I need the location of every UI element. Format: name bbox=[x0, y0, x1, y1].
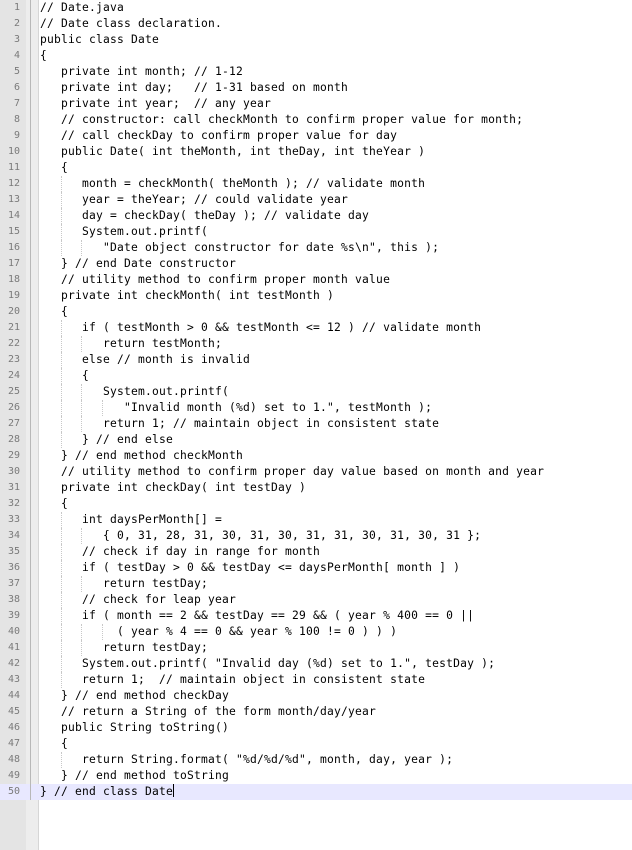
line-number: 2 bbox=[13, 18, 20, 29]
line-number: 37 bbox=[7, 578, 20, 589]
fold-line bbox=[30, 384, 31, 400]
code-line[interactable] bbox=[0, 704, 632, 720]
line-number: 31 bbox=[7, 482, 20, 493]
code-text: private int checkDay( int testDay ) bbox=[40, 481, 307, 494]
code-text: else // month is invalid bbox=[40, 353, 251, 366]
line-number: 27 bbox=[7, 418, 20, 429]
line-number: 35 bbox=[7, 546, 20, 557]
code-text: // Date class declaration. bbox=[40, 17, 223, 30]
fold-line bbox=[30, 64, 31, 80]
code-line[interactable] bbox=[0, 192, 632, 208]
fold-line bbox=[30, 256, 31, 272]
line-number: 25 bbox=[7, 386, 20, 397]
code-text: year = theYear; // could validate year bbox=[40, 193, 349, 206]
code-text: day = checkDay( theDay ); // validate day bbox=[40, 209, 370, 222]
line-number: 32 bbox=[7, 498, 20, 509]
line-number: 7 bbox=[13, 98, 20, 109]
fold-line bbox=[30, 0, 31, 16]
code-line[interactable] bbox=[0, 768, 632, 784]
code-line[interactable] bbox=[0, 784, 632, 800]
fold-line bbox=[30, 544, 31, 560]
code-line[interactable] bbox=[0, 432, 632, 448]
code-line[interactable] bbox=[0, 736, 632, 752]
line-number: 1 bbox=[13, 2, 20, 13]
fold-line bbox=[30, 160, 31, 176]
code-line[interactable] bbox=[0, 560, 632, 576]
fold-line bbox=[30, 16, 31, 32]
fold-line bbox=[30, 576, 31, 592]
line-number: 10 bbox=[7, 146, 20, 157]
code-line[interactable] bbox=[0, 304, 632, 320]
fold-line bbox=[30, 336, 31, 352]
line-number: 40 bbox=[7, 626, 20, 637]
line-number: 42 bbox=[7, 658, 20, 669]
code-line[interactable] bbox=[0, 16, 632, 32]
line-number: 44 bbox=[7, 690, 20, 701]
fold-line bbox=[30, 784, 31, 800]
fold-line bbox=[30, 128, 31, 144]
fold-line bbox=[30, 416, 31, 432]
code-text: return testDay; bbox=[40, 641, 209, 654]
code-line[interactable] bbox=[0, 176, 632, 192]
code-line[interactable] bbox=[0, 464, 632, 480]
line-number: 29 bbox=[7, 450, 20, 461]
code-text: month = checkMonth( theMonth ); // validate month bbox=[40, 177, 426, 190]
code-text: private int month; // 1-12 bbox=[40, 65, 244, 78]
fold-line bbox=[30, 480, 31, 496]
code-text: private int day; // 1-31 based on month bbox=[40, 81, 349, 94]
code-text: public String toString() bbox=[40, 721, 230, 734]
fold-line bbox=[30, 240, 31, 256]
code-line[interactable] bbox=[0, 624, 632, 640]
code-text: // utility method to confirm proper day value based on month and year bbox=[40, 465, 545, 478]
code-line[interactable] bbox=[0, 528, 632, 544]
code-text: private int year; // any year bbox=[40, 97, 272, 110]
fold-line bbox=[30, 32, 31, 48]
fold-line bbox=[30, 176, 31, 192]
line-number: 49 bbox=[7, 770, 20, 781]
fold-line bbox=[30, 80, 31, 96]
fold-line bbox=[30, 352, 31, 368]
code-line[interactable] bbox=[0, 144, 632, 160]
code-line[interactable] bbox=[0, 288, 632, 304]
line-number: 21 bbox=[7, 322, 20, 333]
fold-line bbox=[30, 624, 31, 640]
line-number: 9 bbox=[13, 130, 20, 141]
line-number: 26 bbox=[7, 402, 20, 413]
code-text: "Invalid month (%d) set to 1.", testMonth ); bbox=[40, 401, 433, 414]
code-line[interactable] bbox=[0, 480, 632, 496]
fold-line bbox=[30, 272, 31, 288]
code-line[interactable] bbox=[0, 32, 632, 48]
fold-line bbox=[30, 192, 31, 208]
line-number: 22 bbox=[7, 338, 20, 349]
code-text: { 0, 31, 28, 31, 30, 31, 30, 31, 31, 30, 31, 30, 31 }; bbox=[40, 529, 482, 542]
code-line[interactable] bbox=[0, 208, 632, 224]
code-text: // constructor: call checkMonth to confirm proper value for month; bbox=[40, 113, 524, 126]
code-text: public class Date bbox=[40, 33, 160, 46]
fold-line bbox=[30, 464, 31, 480]
code-text: // Date.java bbox=[40, 1, 125, 14]
code-line[interactable] bbox=[0, 112, 632, 128]
code-text: System.out.printf( "Invalid day (%d) set to 1.", testDay ); bbox=[40, 657, 496, 670]
code-text: return testMonth; bbox=[40, 337, 223, 350]
code-text: } // end class Date bbox=[40, 785, 174, 798]
line-number: 50 bbox=[7, 786, 20, 797]
code-text: // call checkDay to confirm proper value for day bbox=[40, 129, 398, 142]
line-number: 28 bbox=[7, 434, 20, 445]
line-number: 5 bbox=[13, 66, 20, 77]
code-text: } // end method toString bbox=[40, 769, 230, 782]
fold-line bbox=[30, 672, 31, 688]
fold-line bbox=[30, 48, 31, 64]
line-number: 6 bbox=[13, 82, 20, 93]
code-line[interactable] bbox=[0, 720, 632, 736]
text-cursor bbox=[173, 784, 174, 797]
fold-line bbox=[30, 320, 31, 336]
line-number: 11 bbox=[7, 162, 20, 173]
code-text: if ( testMonth > 0 && testMonth <= 12 ) // validate month bbox=[40, 321, 482, 334]
line-number: 20 bbox=[7, 306, 20, 317]
code-text: return String.format( "%d/%d/%d", month, day, year ); bbox=[40, 753, 454, 766]
line-number: 41 bbox=[7, 642, 20, 653]
code-line[interactable] bbox=[0, 656, 632, 672]
fold-line bbox=[30, 208, 31, 224]
code-line[interactable] bbox=[0, 64, 632, 80]
code-text: // check for leap year bbox=[40, 593, 237, 606]
code-line[interactable] bbox=[0, 96, 632, 112]
line-number: 18 bbox=[7, 274, 20, 285]
code-text: System.out.printf( bbox=[40, 225, 209, 238]
fold-line bbox=[30, 304, 31, 320]
code-text: // check if day in range for month bbox=[40, 545, 321, 558]
code-line[interactable] bbox=[0, 544, 632, 560]
code-text: if ( testDay > 0 && testDay <= daysPerMonth[ month ] ) bbox=[40, 561, 461, 574]
code-text: return 1; // maintain object in consistent state bbox=[40, 417, 440, 430]
code-text: } // end else bbox=[40, 433, 174, 446]
code-line[interactable] bbox=[0, 608, 632, 624]
code-text: return testDay; bbox=[40, 577, 209, 590]
fold-line bbox=[30, 640, 31, 656]
fold-line bbox=[30, 528, 31, 544]
fold-line bbox=[30, 432, 31, 448]
line-number: 43 bbox=[7, 674, 20, 685]
code-line[interactable] bbox=[0, 448, 632, 464]
code-line[interactable] bbox=[0, 352, 632, 368]
fold-line bbox=[30, 656, 31, 672]
code-line[interactable] bbox=[0, 688, 632, 704]
line-number: 45 bbox=[7, 706, 20, 717]
fold-line bbox=[30, 608, 31, 624]
code-text: // return a String of the form month/day/year bbox=[40, 705, 377, 718]
fold-line bbox=[30, 768, 31, 784]
fold-line bbox=[30, 112, 31, 128]
fold-line bbox=[30, 288, 31, 304]
code-line[interactable] bbox=[0, 592, 632, 608]
line-number: 4 bbox=[13, 50, 20, 61]
fold-line bbox=[30, 144, 31, 160]
line-number: 19 bbox=[7, 290, 20, 301]
code-line[interactable] bbox=[0, 416, 632, 432]
code-line[interactable] bbox=[0, 512, 632, 528]
code-text: // utility method to confirm proper month value bbox=[40, 273, 391, 286]
code-text: } // end method checkMonth bbox=[40, 449, 244, 462]
code-line[interactable] bbox=[0, 0, 632, 16]
code-line[interactable] bbox=[0, 576, 632, 592]
line-number: 14 bbox=[7, 210, 20, 221]
fold-line bbox=[30, 592, 31, 608]
fold-line bbox=[30, 720, 31, 736]
code-text: if ( month == 2 && testDay == 29 && ( year % 400 == 0 || bbox=[40, 609, 475, 622]
line-number: 38 bbox=[7, 594, 20, 605]
fold-line bbox=[30, 496, 31, 512]
code-line[interactable] bbox=[0, 224, 632, 240]
code-text: "Date object constructor for date %s\n", this ); bbox=[40, 241, 440, 254]
code-text: { bbox=[40, 49, 48, 62]
code-line[interactable] bbox=[0, 48, 632, 64]
line-number: 24 bbox=[7, 370, 20, 381]
code-line[interactable] bbox=[0, 160, 632, 176]
line-number: 48 bbox=[7, 754, 20, 765]
line-number: 8 bbox=[13, 114, 20, 125]
fold-line bbox=[30, 752, 31, 768]
code-text: private int checkMonth( int testMonth ) bbox=[40, 289, 335, 302]
code-line[interactable] bbox=[0, 272, 632, 288]
code-line[interactable] bbox=[0, 640, 632, 656]
line-number: 47 bbox=[7, 738, 20, 749]
code-line[interactable] bbox=[0, 256, 632, 272]
fold-line bbox=[30, 448, 31, 464]
code-line[interactable] bbox=[0, 368, 632, 384]
code-text: } // end Date constructor bbox=[40, 257, 237, 270]
code-line[interactable] bbox=[0, 384, 632, 400]
code-line[interactable] bbox=[0, 496, 632, 512]
line-number: 23 bbox=[7, 354, 20, 365]
code-text: System.out.printf( bbox=[40, 385, 230, 398]
code-line[interactable] bbox=[0, 336, 632, 352]
line-number: 34 bbox=[7, 530, 20, 541]
line-number: 39 bbox=[7, 610, 20, 621]
fold-line bbox=[30, 512, 31, 528]
code-text: public Date( int theMonth, int theDay, int theYear ) bbox=[40, 145, 426, 158]
code-text: ( year % 4 == 0 && year % 100 != 0 ) ) ) bbox=[40, 625, 398, 638]
code-line[interactable] bbox=[0, 400, 632, 416]
code-text: } // end method checkDay bbox=[40, 689, 230, 702]
code-text: { bbox=[40, 161, 69, 174]
code-text: { bbox=[40, 369, 90, 382]
fold-line bbox=[30, 736, 31, 752]
fold-line bbox=[30, 688, 31, 704]
code-text: return 1; // maintain object in consistent state bbox=[40, 673, 426, 686]
code-line[interactable] bbox=[0, 240, 632, 256]
code-line[interactable] bbox=[0, 672, 632, 688]
code-line[interactable] bbox=[0, 80, 632, 96]
line-number: 3 bbox=[13, 34, 20, 45]
code-line[interactable] bbox=[0, 752, 632, 768]
code-text: int daysPerMonth[] = bbox=[40, 513, 223, 526]
code-line[interactable] bbox=[0, 320, 632, 336]
fold-line bbox=[30, 400, 31, 416]
line-number: 16 bbox=[7, 242, 20, 253]
line-number: 17 bbox=[7, 258, 20, 269]
line-number: 30 bbox=[7, 466, 20, 477]
fold-line bbox=[30, 560, 31, 576]
line-number: 46 bbox=[7, 722, 20, 733]
code-text: { bbox=[40, 737, 69, 750]
fold-line bbox=[30, 368, 31, 384]
fold-line bbox=[30, 224, 31, 240]
fold-line bbox=[30, 96, 31, 112]
line-number: 15 bbox=[7, 226, 20, 237]
line-number: 33 bbox=[7, 514, 20, 525]
code-text: { bbox=[40, 305, 69, 318]
line-number: 13 bbox=[7, 194, 20, 205]
code-text: { bbox=[40, 497, 69, 510]
fold-line bbox=[30, 704, 31, 720]
line-number: 12 bbox=[7, 178, 20, 189]
line-number: 36 bbox=[7, 562, 20, 573]
code-line[interactable] bbox=[0, 128, 632, 144]
